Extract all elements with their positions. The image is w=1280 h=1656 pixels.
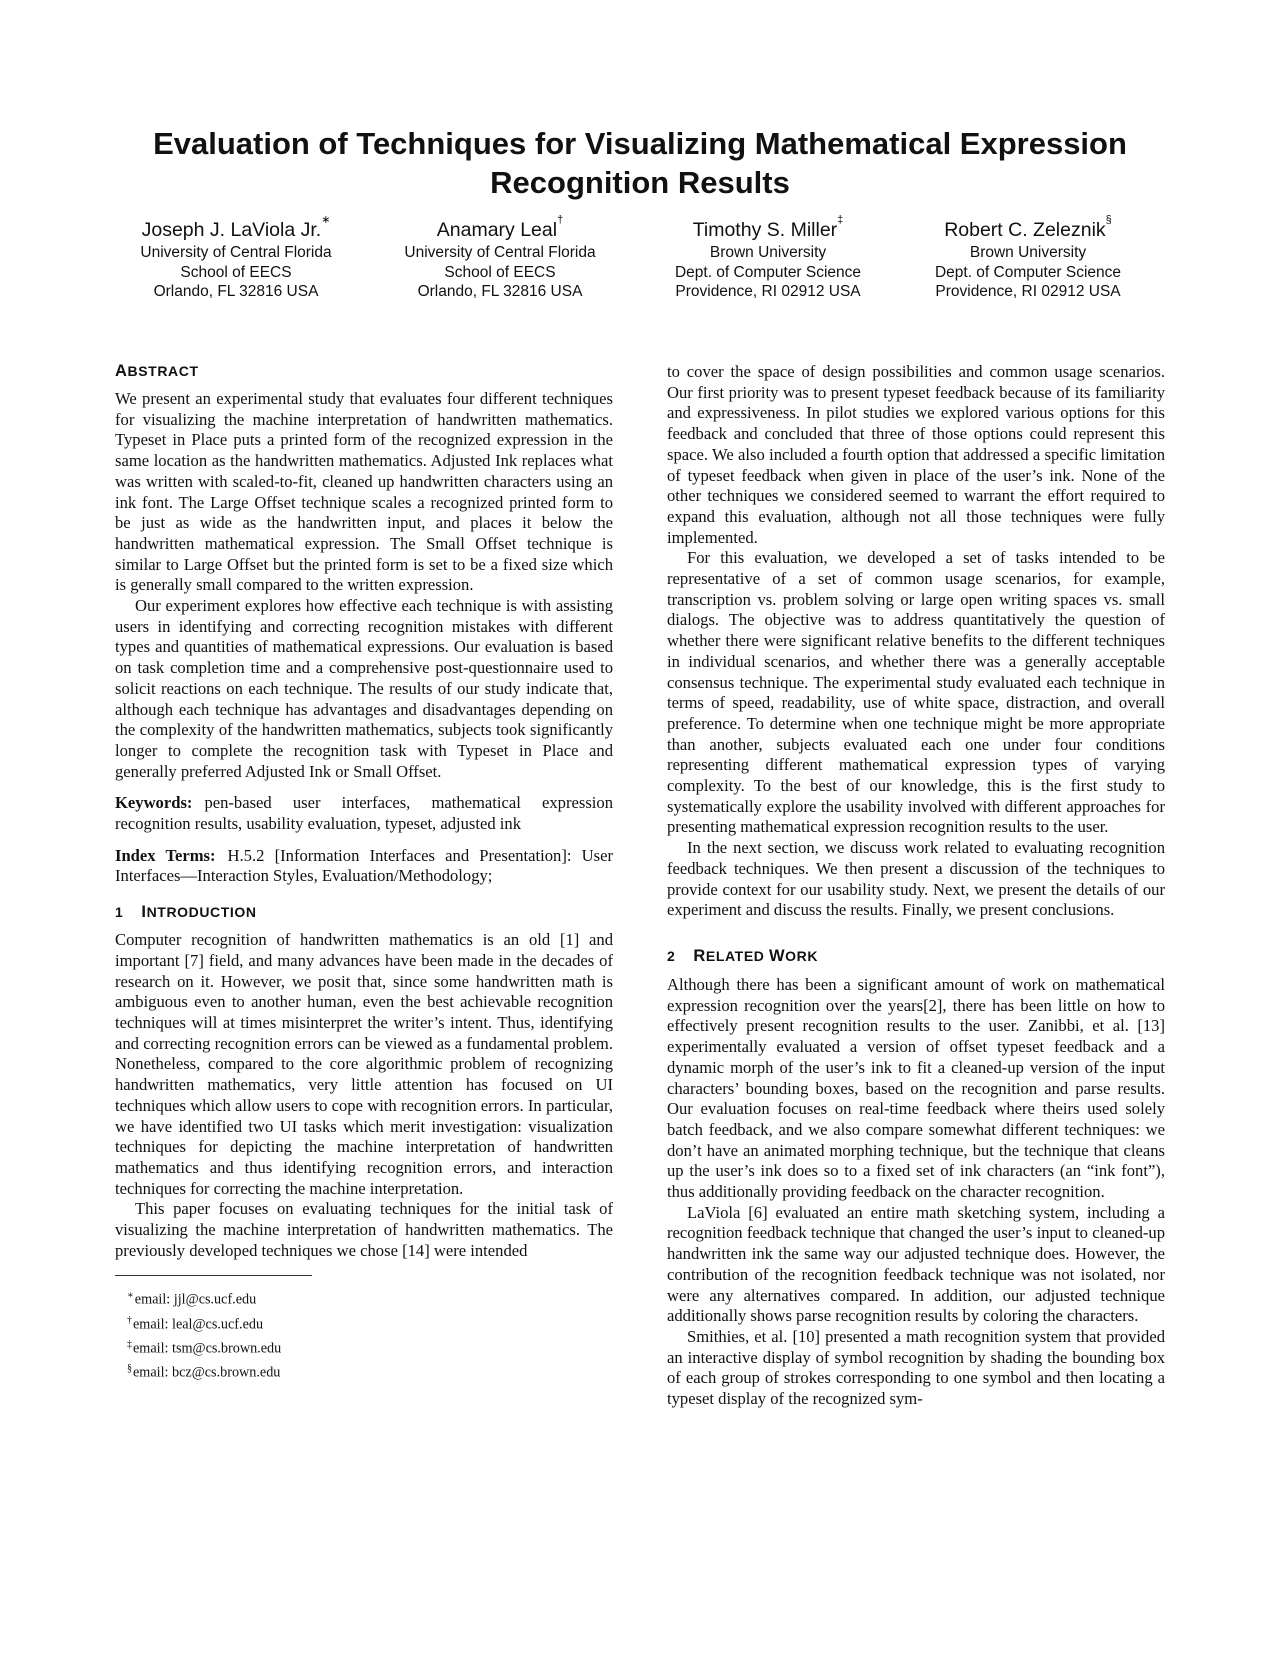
author-affiliation-line: Providence, RI 02912 USA — [935, 283, 1121, 300]
intro-paragraph: In the next section, we discuss work related to evaluating recognition feedback techniques. We then present a discussion of the techniques to provide context for our usability study. Next, we present the details of our experiment and discuss the results. Finally, we present conclusions. — [667, 838, 1165, 920]
author-mark: § — [1105, 214, 1112, 226]
intro-paragraph: This paper focuses on evaluating techniques for the initial task of visualizing the machine interpretation of handwritten mathematics. The previously developed techniques we chose [14] were intended — [115, 1199, 613, 1260]
related-paragraph: LaViola [6] evaluated an entire math sketching system, including a recognition feedback technique that changed the user’s input to cleaned-up handwritten ink the same way our adjusted technique does. However, the contribution of the recognition feedback technique was not isolated, nor were any alternatives compared. In addition, our adjusted technique additionally shows parse recognition results by coloring the characters. — [667, 1202, 1165, 1326]
author-name: Robert C. Zeleznik — [944, 219, 1106, 241]
author-affiliation-line: Brown University — [709, 244, 827, 261]
author-block — [0, 214, 1280, 308]
author-mark: ‡ — [837, 214, 844, 226]
author-affiliation-line: Dept. of Computer Science — [934, 263, 1122, 281]
author-affiliation-line: University of Central Florida — [140, 244, 332, 261]
intro-paragraph: Computer recognition of handwritten mathematics is an old [1] and important [7] field, and many advances have been made in the decades of research on it. However, we posit that, since some handwritten math is ambiguous even to another human, even the best achievable recognition techniques will at times misinterpret the writer’s intent. Thus, identifying and correcting recognition errors can be viewed as a fundamental problem. Nonetheless, compared to the core algorithmic problem of recognizing handwritten mathematics, very little attention has focused on UI techniques which allow users to cope with recognition errors. In particular, we have identified two UI tasks which merit investigation: visualization techniques for depicting the machine interpretation of handwritten mathematics and thus identifying recognition errors, and interaction techniques for correcting the machine interpretation. — [115, 930, 613, 1198]
author-affiliation-line: Providence, RI 02912 USA — [675, 283, 861, 300]
author-name: Joseph J. LaViola Jr. — [141, 219, 322, 241]
footnote: §email: bcz@cs.brown.edu — [127, 1363, 281, 1382]
author-affiliation-line: Orlando, FL 32816 USA — [153, 283, 319, 300]
keywords — [115, 793, 613, 834]
footnote-rule — [115, 1275, 312, 1276]
intro-paragraph: to cover the space of design possibilities and common usage scenarios. Our first priority was to present typeset feedback because of its familiarity and expressiveness. In pilot studies we explored various options for this feedback and concluded that three of those options could represent this space. We also included a fourth option that addressed a specific limitation of typeset feedback when given in place of the user’s ink. None of the other techniques we considered seemed to warrant the effort required to expand this evaluation, although not all those techniques were fully implemented. — [667, 362, 1165, 547]
left-column — [115, 362, 613, 1384]
keywords-label: Keywords: — [115, 793, 193, 813]
related-paragraph: Smithies, et al. [10] presented a math recognition system that provided an interactive display of symbol recognition by shading the bounding box of each group of strokes corresponding to one symbol and then locating a typeset display of the recognized sym- — [667, 1326, 1165, 1409]
introduction-heading: 1 INTRODUCTION — [115, 903, 257, 922]
abstract-paragraph: Our experiment explores how effective each technique is with assisting users in identifying and correcting recognition mistakes with different types and quantities of mathematical expressions. Our evaluation is based on task completion time and a comprehensive post-questionnaire used to solicit reactions on each technique. The results of our study indicate that, although each technique has advantages and disadvantages depending on the complexity of the handwritten mathematics, subjects took significantly longer to complete the recognition task with Typeset in Place and generally preferred Adjusted Ink or Small Offset. — [115, 596, 613, 781]
author-affiliation-line: School of EECS — [180, 263, 292, 281]
footnote: ∗email: jjl@cs.ucf.edu — [127, 1290, 257, 1309]
paper-title: Evaluation of Techniques for Visualizing Mathematical Expression Recognition Results — [153, 126, 1127, 200]
author-1 — [121, 214, 351, 302]
author-affiliation-line: Dept. of Computer Science — [674, 263, 862, 281]
related-work-heading: 2 RELATED WORK — [667, 946, 819, 965]
index-terms-label: Index Terms: — [115, 845, 216, 865]
author-affiliation-line: Brown University — [969, 244, 1087, 261]
author-affiliation-line: Orlando, FL 32816 USA — [417, 283, 583, 300]
author-affiliation-line: School of EECS — [444, 263, 556, 281]
author-mark: † — [557, 214, 564, 226]
index-terms-text: H.5.2 [Information Interfaces and Presentation]: User Interfaces—Interaction Styles, Evaluation/Methodology; — [115, 845, 613, 886]
abstract-heading: ABSTRACT — [115, 362, 199, 380]
intro-paragraph: For this evaluation, we developed a set of tasks intended to be representative of a set of common usage scenarios, for example, transcription vs. problem solving or large open writing spaces vs. small dialogs. The objective was to address quantitatively the question of whether there were significant relative benefits to the different techniques in individual scenarios, and whether there was a generally acceptable consensus technique. The experimental study evaluated each technique in terms of speed, readability, use of white space, distraction, and overall preference. To determine when one technique might be more appropriate than another, subjects evaluated each one under four conditions representing different mathematical expression types of varying complexity. To the best of our knowledge, this is the first study to systematically explore the usability involved with different approaches for presenting mathematical expression recognition results to the user. — [667, 548, 1165, 837]
author-3 — [653, 214, 883, 302]
author-2 — [385, 214, 615, 302]
related-paragraph: Although there has been a significant amount of work on mathematical expression recognition over the years[2], there has been little on how to effectively present recognition results to the user. Zanibbi, et al. [13] experimentally evaluated a version of offset typeset feedback and a dynamic morph of the user’s ink to fit a cleaned-up version of the input characters’ bounding boxes, based on the recognition and parse results. Our evaluation focuses on real-time feedback where theirs used solely batch feedback, and we also compare somewhat different techniques: we don’t have an animated morphing technique, but the technique that cleans up the user’s ink does so to a fixed set of ink characters (an “ink font”), thus additionally providing feedback on the character recognition. — [667, 974, 1165, 1202]
author-name: Anamary Leal — [436, 219, 558, 241]
author-mark: ∗ — [321, 214, 331, 226]
abstract-paragraph: We present an experimental study that evaluates four different techniques for visualizing the machine interpretation of handwritten mathematics. Typeset in Place puts a printed form of the recognized expression in the same location as the handwritten mathematics. Adjusted Ink replaces what was written with scaled-to-fit, cleaned up handwritten characters using an ink font. The Large Offset technique scales a recognized printed form to be just as wide as the handwritten input, and places it below the handwritten mathematical expression. The Small Offset technique is similar to Large Offset but the printed form is set to be a fixed size which is generally small compared to the written expression. — [115, 389, 613, 595]
right-column — [667, 362, 1165, 1410]
author-name: Timothy S. Miller — [692, 219, 838, 241]
author-affiliation-line: University of Central Florida — [404, 244, 596, 261]
footnote: †email: leal@cs.ucf.edu — [127, 1314, 264, 1333]
footnote: ‡email: tsm@cs.brown.edu — [127, 1339, 282, 1357]
author-4 — [913, 214, 1143, 302]
keywords-text: pen-based user interfaces, mathematical expression recognition results, usability evaluation, typeset, adjusted ink — [115, 793, 613, 834]
index-terms — [115, 846, 613, 887]
